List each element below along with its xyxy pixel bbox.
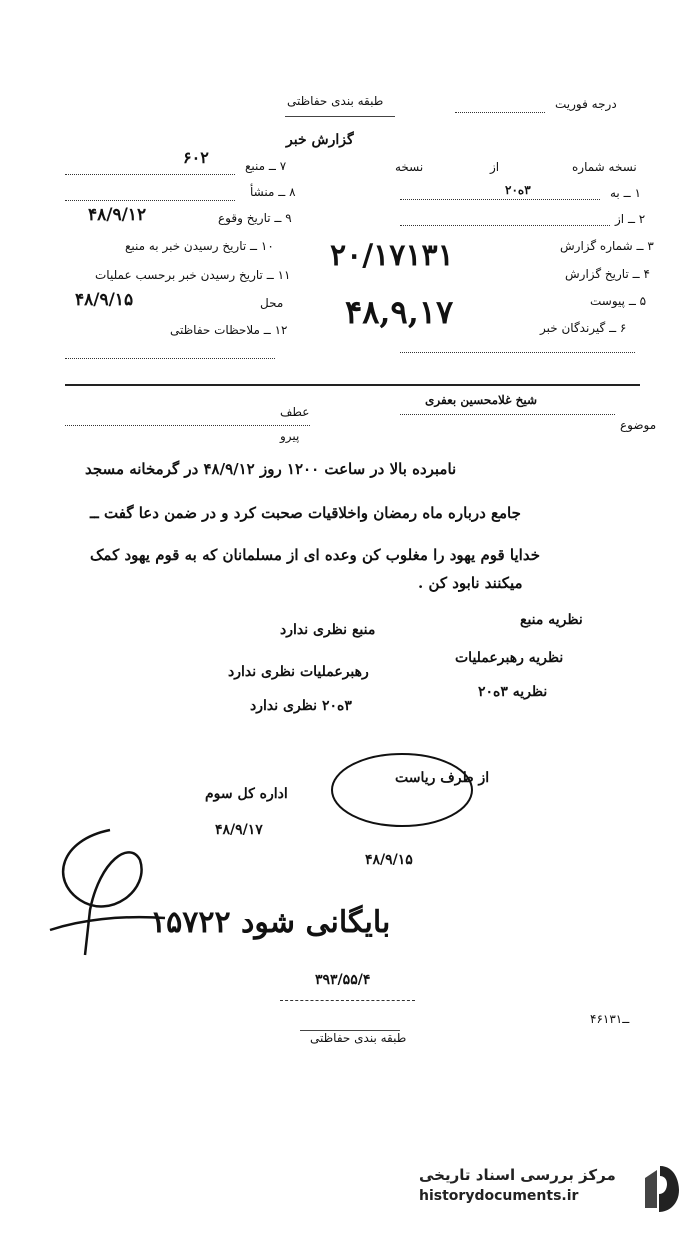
circle-ink <box>330 748 480 838</box>
field-notes-dots <box>65 358 275 359</box>
field-source-dots <box>65 174 235 175</box>
field-origin-label: ۸ ــ منشأ <box>250 185 296 199</box>
opinion-3h20-value: ۳ه۲۰ نظری ندارد <box>250 698 352 714</box>
field-report-date-value: ۴۸,۹,۱۷ <box>345 293 454 331</box>
header-classification: طبقه بندی حفاظتی <box>287 94 384 108</box>
opinion-ops-value: رهبرعملیات نظری ندارد <box>228 664 369 680</box>
priority-label: درجه فوریت <box>555 97 617 111</box>
opinion-ops-label: نظریه رهبرعملیات <box>455 650 564 666</box>
archive-logo-icon <box>639 1164 681 1214</box>
field-event-date-value: ۴۸/۹/۱۲ <box>88 205 147 225</box>
field-recipients-dots <box>400 352 635 353</box>
opinion-source-label: نظریه منبع <box>520 612 583 628</box>
copy-suffix-label: نسخه <box>395 160 424 174</box>
body-line-3: خدایا قوم یهود را مغلوب کن وعده ای از مسلمانان که به قوم یهود کمک <box>90 546 540 564</box>
ref-dots <box>65 425 310 426</box>
footer-classification: طبقه بندی حفاظتی <box>310 1031 407 1045</box>
body-line-2: جامع درباره ماه رمضان واخلاقیات صحبت کرد و در ضمن دعا گفت ــ <box>90 504 521 522</box>
field-event-date-label: ۹ ــ تاریخ وقوع <box>218 211 292 225</box>
field-recipients-label: ۶ ــ گیرندگان خبر <box>540 321 627 335</box>
field-to-value: ۳ه۲۰ <box>505 183 531 197</box>
body-line-1: نامبرده بالا در ساعت ۱۲۰۰ روز ۴۸/۹/۱۲ در گرمخانه مسجد <box>85 460 457 478</box>
field-attachment-label: ۵ ــ پیوست <box>590 294 647 308</box>
field-report-number-label: ۳ ــ شماره گزارش <box>560 239 654 253</box>
follow-label: پیرو <box>280 429 300 443</box>
field-place-label: محل <box>260 296 284 310</box>
copy-of-label: از <box>490 160 500 174</box>
opinion-source-value: منبع نظری ندارد <box>280 622 376 638</box>
opinion-3h20-label: نظریه ۳ه۲۰ <box>478 684 548 700</box>
field-received-ops-label: ۱۱ ــ تاریخ رسیدن خبر برحسب عملیات <box>95 268 291 282</box>
field-place-value: ۴۸/۹/۱۵ <box>75 290 134 310</box>
subject-value: شیخ غلامحسین بعفری <box>425 393 538 407</box>
field-source-label: ۷ ــ منبع <box>245 159 287 173</box>
field-from-dots <box>400 225 610 226</box>
field-from-label: ۲ ــ از <box>615 212 646 226</box>
stamp-number: ۳۹۳/۵۵/۴ <box>315 972 371 988</box>
header-classification-rule <box>285 116 395 117</box>
subject-label: موضوع <box>620 418 657 432</box>
field-security-notes-label: ۱۲ ــ ملاحظات حفاظتی <box>170 323 288 337</box>
note-circled: از طرف ریاست <box>395 770 490 786</box>
watermark-title: مرکز بررسی اسناد تاریخی <box>419 1166 616 1184</box>
body-line-4: میکنند نابود کن . <box>418 574 523 592</box>
watermark-site: historydocuments.ir <box>419 1188 579 1204</box>
field-to-dots <box>400 199 600 200</box>
subject-dots <box>400 414 615 415</box>
report-number: ۶۰۲ <box>183 148 209 167</box>
page-ref: ۴۶ــ۱۳۱ <box>590 1012 630 1026</box>
field-origin-dots <box>65 200 235 201</box>
ref-label: عطف <box>280 405 310 419</box>
stamp-box-bottom <box>280 1000 415 1001</box>
field-report-date-label: ۴ ــ تاریخ گزارش <box>565 267 650 281</box>
report-title: گزارش خبر <box>286 132 354 148</box>
date-stamp: ۴۸/۹/۱۵ <box>365 852 413 868</box>
note-department: اداره کل سوم <box>205 786 288 802</box>
field-report-number-value: ۲۰/۱۷۱۳۱ <box>330 238 454 273</box>
field-to-label: ۱ ــ به <box>610 186 641 200</box>
archive-note: بایگانی شود ۱۵۷۲۲ <box>150 905 391 940</box>
watermark <box>414 1160 684 1242</box>
note-department-date: ۴۸/۹/۱۷ <box>215 822 263 838</box>
priority-dots <box>455 112 545 113</box>
field-received-source-label: ۱۰ ــ تاریخ رسیدن خبر به منبع <box>125 239 274 253</box>
section-divider <box>65 384 640 386</box>
copy-number-label: نسخه شماره <box>572 160 637 174</box>
